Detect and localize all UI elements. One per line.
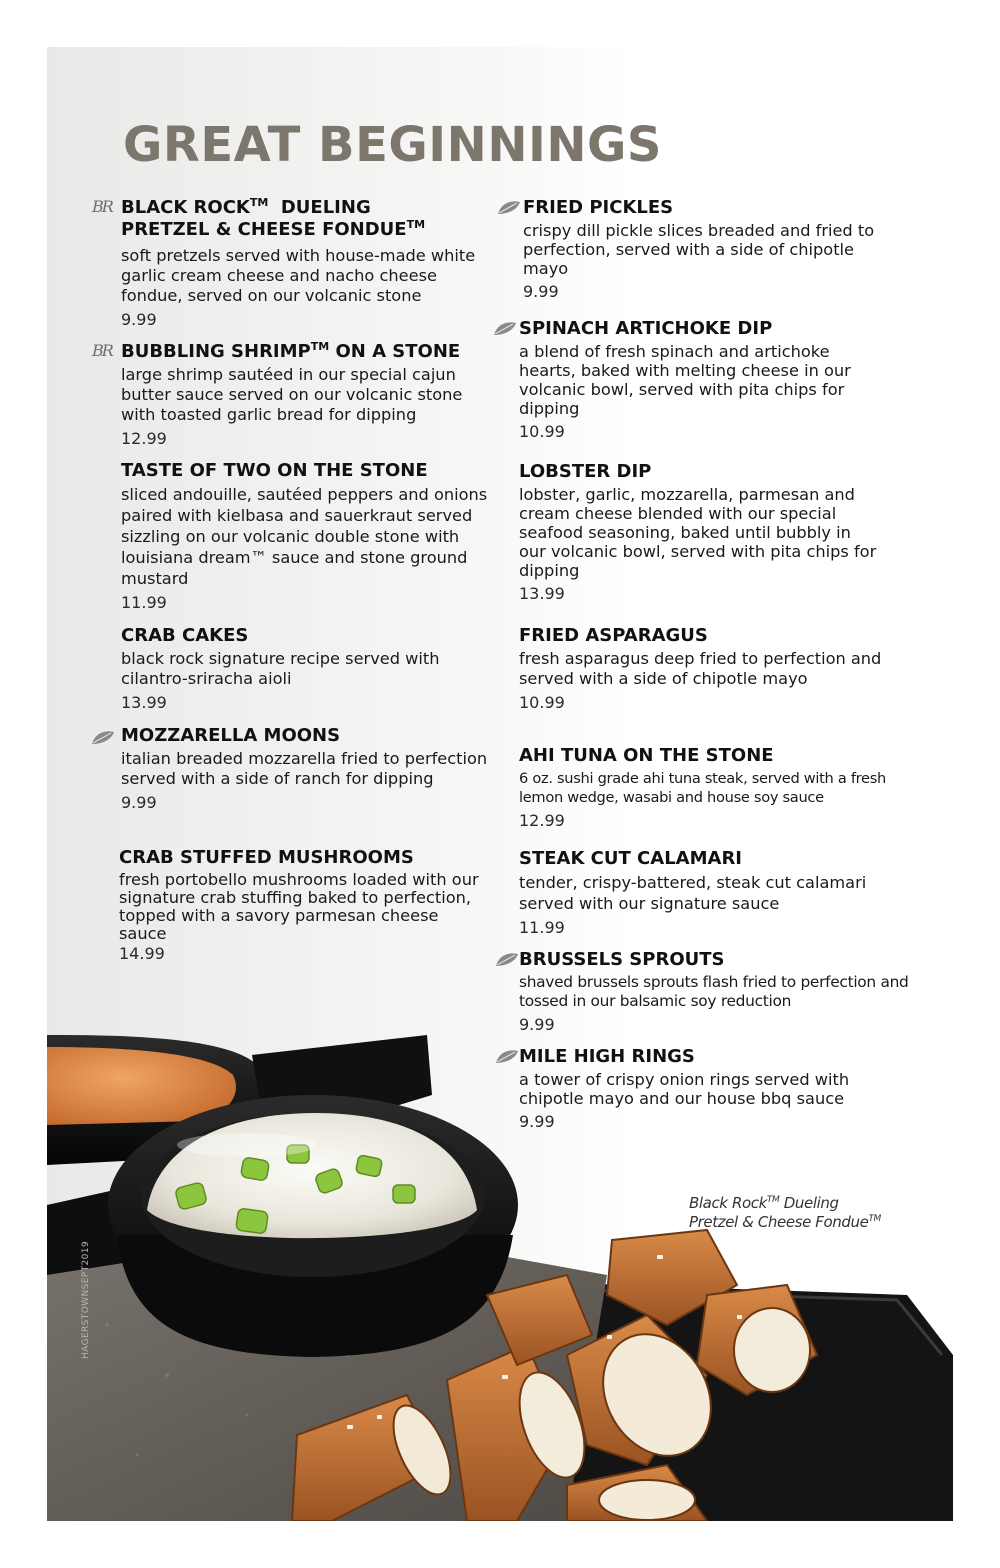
menu-item-mozzarella-moons (121, 725, 491, 813)
menu-item-name: BUBBLING SHRIMP™ ON A STONE (121, 340, 461, 362)
menu-item-name: TASTE OF TWO ON THE STONE (121, 460, 428, 481)
menu-item-ahi-tuna (519, 745, 899, 831)
menu-item-spinach-artichoke-dip (519, 318, 874, 442)
menu-item-description: a blend of fresh spinach and artichoke hearts, baked with melting cheese in our volcanic bowl, served with pita chips for dipping (519, 342, 851, 418)
menu-item-description: fresh portobello mushrooms loaded with our signature crab stuffing baked to perfection, topped with a savory parmesan cheese sauce (119, 870, 479, 943)
menu-item-description: black rock signature recipe served with cilantro-sriracha aioli (121, 649, 440, 688)
menu-item-name: CRAB CAKES (121, 625, 249, 646)
menu-item-price: 10.99 (519, 422, 565, 441)
menu-item-price: 12.99 (121, 429, 167, 448)
menu-item-description: italian breaded mozzarella fried to perfection served with a side of ranch for dipping (121, 749, 488, 788)
leaf-icon (495, 951, 519, 967)
menu-item-description: tender, crispy-battered, steak cut calamari served with our signature sauce (519, 873, 867, 913)
page-title: GREAT BEGINNINGS (123, 117, 662, 173)
menu-item-fried-asparagus (519, 625, 889, 713)
menu-item-description: crispy dill pickle slices breaded and fried to perfection, served with a side of chipotle mayo (523, 221, 875, 278)
menu-item-description: 6 oz. sushi grade ahi tuna steak, served with a fresh lemon wedge, wasabi and house soy sauce (519, 770, 886, 806)
menu-item-name: MILE HIGH RINGS (519, 1046, 695, 1067)
menu-item-description: fresh asparagus deep fried to perfection and served with a side of chipotle mayo (519, 649, 882, 688)
menu-item-taste-of-two (121, 460, 501, 613)
menu-item-crab-stuffed-mushrooms (119, 847, 479, 964)
menu-item-price: 9.99 (121, 310, 157, 329)
menu-item-price: 9.99 (519, 1015, 555, 1034)
menu-item-name: FRIED ASPARAGUS (519, 625, 708, 646)
menu-item-price: 14.99 (119, 944, 165, 963)
menu-item-name: CRAB STUFFED MUSHROOMS (119, 847, 414, 868)
menu-item-name: SPINACH ARTICHOKE DIP (519, 318, 773, 339)
menu-item-lobster-dip (519, 461, 879, 604)
leaf-icon (497, 199, 521, 215)
menu-item-name: AHI TUNA ON THE STONE (519, 745, 774, 766)
menu-item-fried-pickles (523, 197, 893, 302)
photo-caption: Black Rock™ Dueling Pretzel & Cheese Fondue™ (689, 1194, 881, 1231)
menu-item-price: 10.99 (519, 693, 565, 712)
food-photo (47, 995, 953, 1521)
menu-item-name: BRUSSELS SPROUTS (519, 949, 725, 970)
menu-item-price: 9.99 (121, 793, 157, 812)
leaf-icon (493, 320, 517, 336)
menu-item-name: LOBSTER DIP (519, 461, 652, 482)
menu-item-bubbling-shrimp (121, 341, 501, 449)
signature-badge: BR (92, 341, 112, 360)
menu-item-description: shaved brussels sprouts flash fried to perfection and tossed in our balsamic soy reduction (519, 973, 909, 1010)
menu-item-dueling-pretzel (121, 197, 501, 330)
menu-item-name: STEAK CUT CALAMARI (519, 848, 742, 869)
print-code: HAGERSTOWNSEPT2019 (81, 1240, 91, 1359)
menu-item-name: BLACK ROCK™ DUELING PRETZEL & CHEESE FONDUE™ (121, 196, 426, 240)
signature-badge: BR (92, 197, 112, 216)
menu-item-description: lobster, garlic, mozzarella, parmesan and cream cheese blended with our special seafood seasoning, baked until bubbly in our volcanic bowl, served with pita chips for dipping (519, 485, 877, 580)
menu-page (47, 47, 953, 1521)
menu-item-description: a tower of crispy onion rings served with chipotle mayo and our house bbq sauce (519, 1070, 850, 1108)
menu-item-description: soft pretzels served with house-made white garlic cream cheese and nacho cheese fondue, served on our volcanic stone (121, 246, 476, 305)
menu-item-description: sliced andouille, sautéed peppers and onions paired with kielbasa and sauerkraut served sizzling on our volcanic double stone with louisiana dream™ sauce and stone ground mustard (121, 485, 488, 588)
menu-item-price: 11.99 (519, 918, 565, 937)
menu-item-price: 12.99 (519, 811, 565, 830)
menu-item-crab-cakes (121, 625, 491, 713)
leaf-icon (91, 729, 115, 745)
menu-item-price: 9.99 (519, 1112, 555, 1131)
menu-item-steak-cut-calamari (519, 848, 899, 938)
menu-item-price: 13.99 (121, 693, 167, 712)
menu-item-description: large shrimp sautéed in our special cajun butter sauce served on our volcanic stone with toasted garlic bread for dipping (121, 365, 463, 424)
menu-item-price: 11.99 (121, 593, 167, 612)
menu-item-name: FRIED PICKLES (523, 197, 674, 218)
menu-item-name: MOZZARELLA MOONS (121, 725, 341, 746)
menu-item-price: 9.99 (523, 282, 559, 301)
menu-item-price: 13.99 (519, 584, 565, 603)
